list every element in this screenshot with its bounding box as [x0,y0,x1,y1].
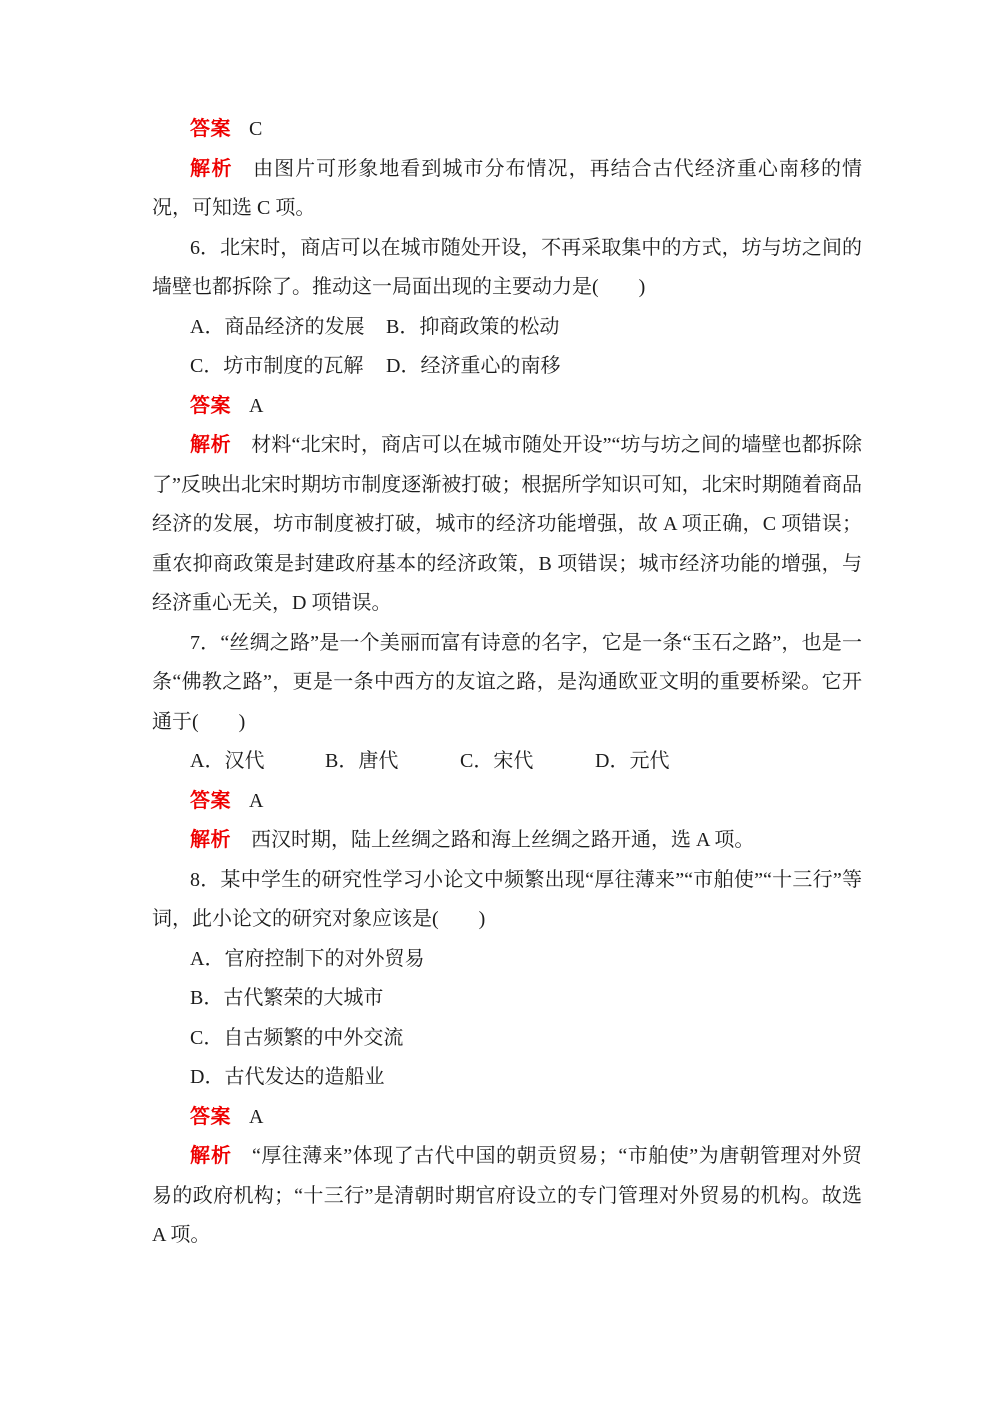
q8-explanation-label: 解析 [190,1145,232,1167]
q6-options-row-2 [152,347,862,387]
q8-option-c-row [152,1019,862,1059]
q5-answer-value: C [249,118,263,140]
q7-explanation-paragraph [152,821,862,861]
q7-answer-label: 答案 [190,789,231,812]
q7-answer-line [152,782,862,822]
q6-explanation-label: 解析 [190,434,232,456]
q8-option-c: C．自古频繁的中外交流 [190,1026,404,1049]
q7-explanation-label: 解析 [190,829,231,851]
q6-option-c: C．坊市制度的瓦解 [190,355,364,377]
q7-stem: 7．“丝绸之路”是一个美丽而富有诗意的名字，它是一条“玉石之路”，也是一条“佛教之路”，更是一条中西方的友谊之路，是沟通欧亚文明的重要桥梁。它开通于( ) [152,631,862,733]
q6-option-b: B．抑商政策的松动 [386,315,560,338]
q6-option-a: A．商品经济的发展 [190,315,365,338]
q7-option-c: C．宋代 [460,750,534,772]
q6-option-d: D．经济重心的南移 [386,355,561,377]
q8-option-a-row [152,940,862,980]
q8-option-d: D．古代发达的造船业 [190,1066,385,1088]
q7-option-b: B．唐代 [325,750,399,772]
q8-answer-label: 答案 [190,1105,231,1128]
q8-answer-line [152,1098,862,1138]
q7-option-d: D．元代 [595,750,670,772]
q5-explanation-text: 由图片可形象地看到城市分布情况，再结合古代经济重心南移的情况，可知选 C 项。 [152,157,863,219]
q8-option-b: B．古代繁荣的大城市 [190,987,384,1009]
q5-answer-label: 答案 [190,118,231,140]
q7-answer-value: A [249,789,264,812]
q8-stem: 8．某中学生的研究性学习小论文中频繁出现“厚往薄来”“市舶使”“十三行”等词，此小论文的研究对象应该是( ) [152,868,862,930]
q6-options-row-1 [152,308,862,348]
exam-page-content [152,110,862,1256]
q6-explanation-paragraph [152,426,862,624]
q6-stem: 6．北宋时，商店可以在城市随处开设，不再采取集中的方式，坊与坊之间的墙壁也都拆除了。推动这一局面出现的主要动力是( ) [152,236,862,298]
q8-option-b-row [152,979,862,1019]
q8-explanation-text: “厚往薄来”体现了古代中国的朝贡贸易；“市舶使”为唐朝管理对外贸易的政府机构；“十三行”是清朝时期官府设立的专门管理对外贸易的机构。故选 A 项。 [152,1145,862,1246]
q8-option-a: A．官府控制下的对外贸易 [190,947,425,970]
q7-explanation-text: 西汉时期，陆上丝绸之路和海上丝绸之路开通，选 A 项。 [251,829,755,851]
q8-answer-value: A [249,1105,264,1128]
q6-answer-value: A [249,394,264,417]
q7-option-a: A．汉代 [190,750,265,772]
q8-explanation-paragraph [152,1137,862,1256]
q5-explanation-label: 解析 [190,157,234,180]
q6-answer-label: 答案 [190,394,231,417]
q8-option-d-row [152,1058,862,1098]
q7-options-row [152,742,862,782]
q5-explanation-paragraph [152,150,862,229]
q6-explanation-text: 材料“北宋时，商店可以在城市随处开设”“坊与坊之间的墙壁也都拆除了”反映出北宋时期坊市制度逐渐被打破；根据所学知识可知，北宋时期随着商品经济的发展，坊市制度被打破，城市的经济功能增强，故 A 项正确，C 项错误；重农抑商政策是封建政府基本的经济政策，B 项错误；城市经济功能的增强，与经济重心无关，D 项错误。 [152,434,862,614]
q5-answer-line [152,110,862,150]
q6-answer-line [152,387,862,427]
